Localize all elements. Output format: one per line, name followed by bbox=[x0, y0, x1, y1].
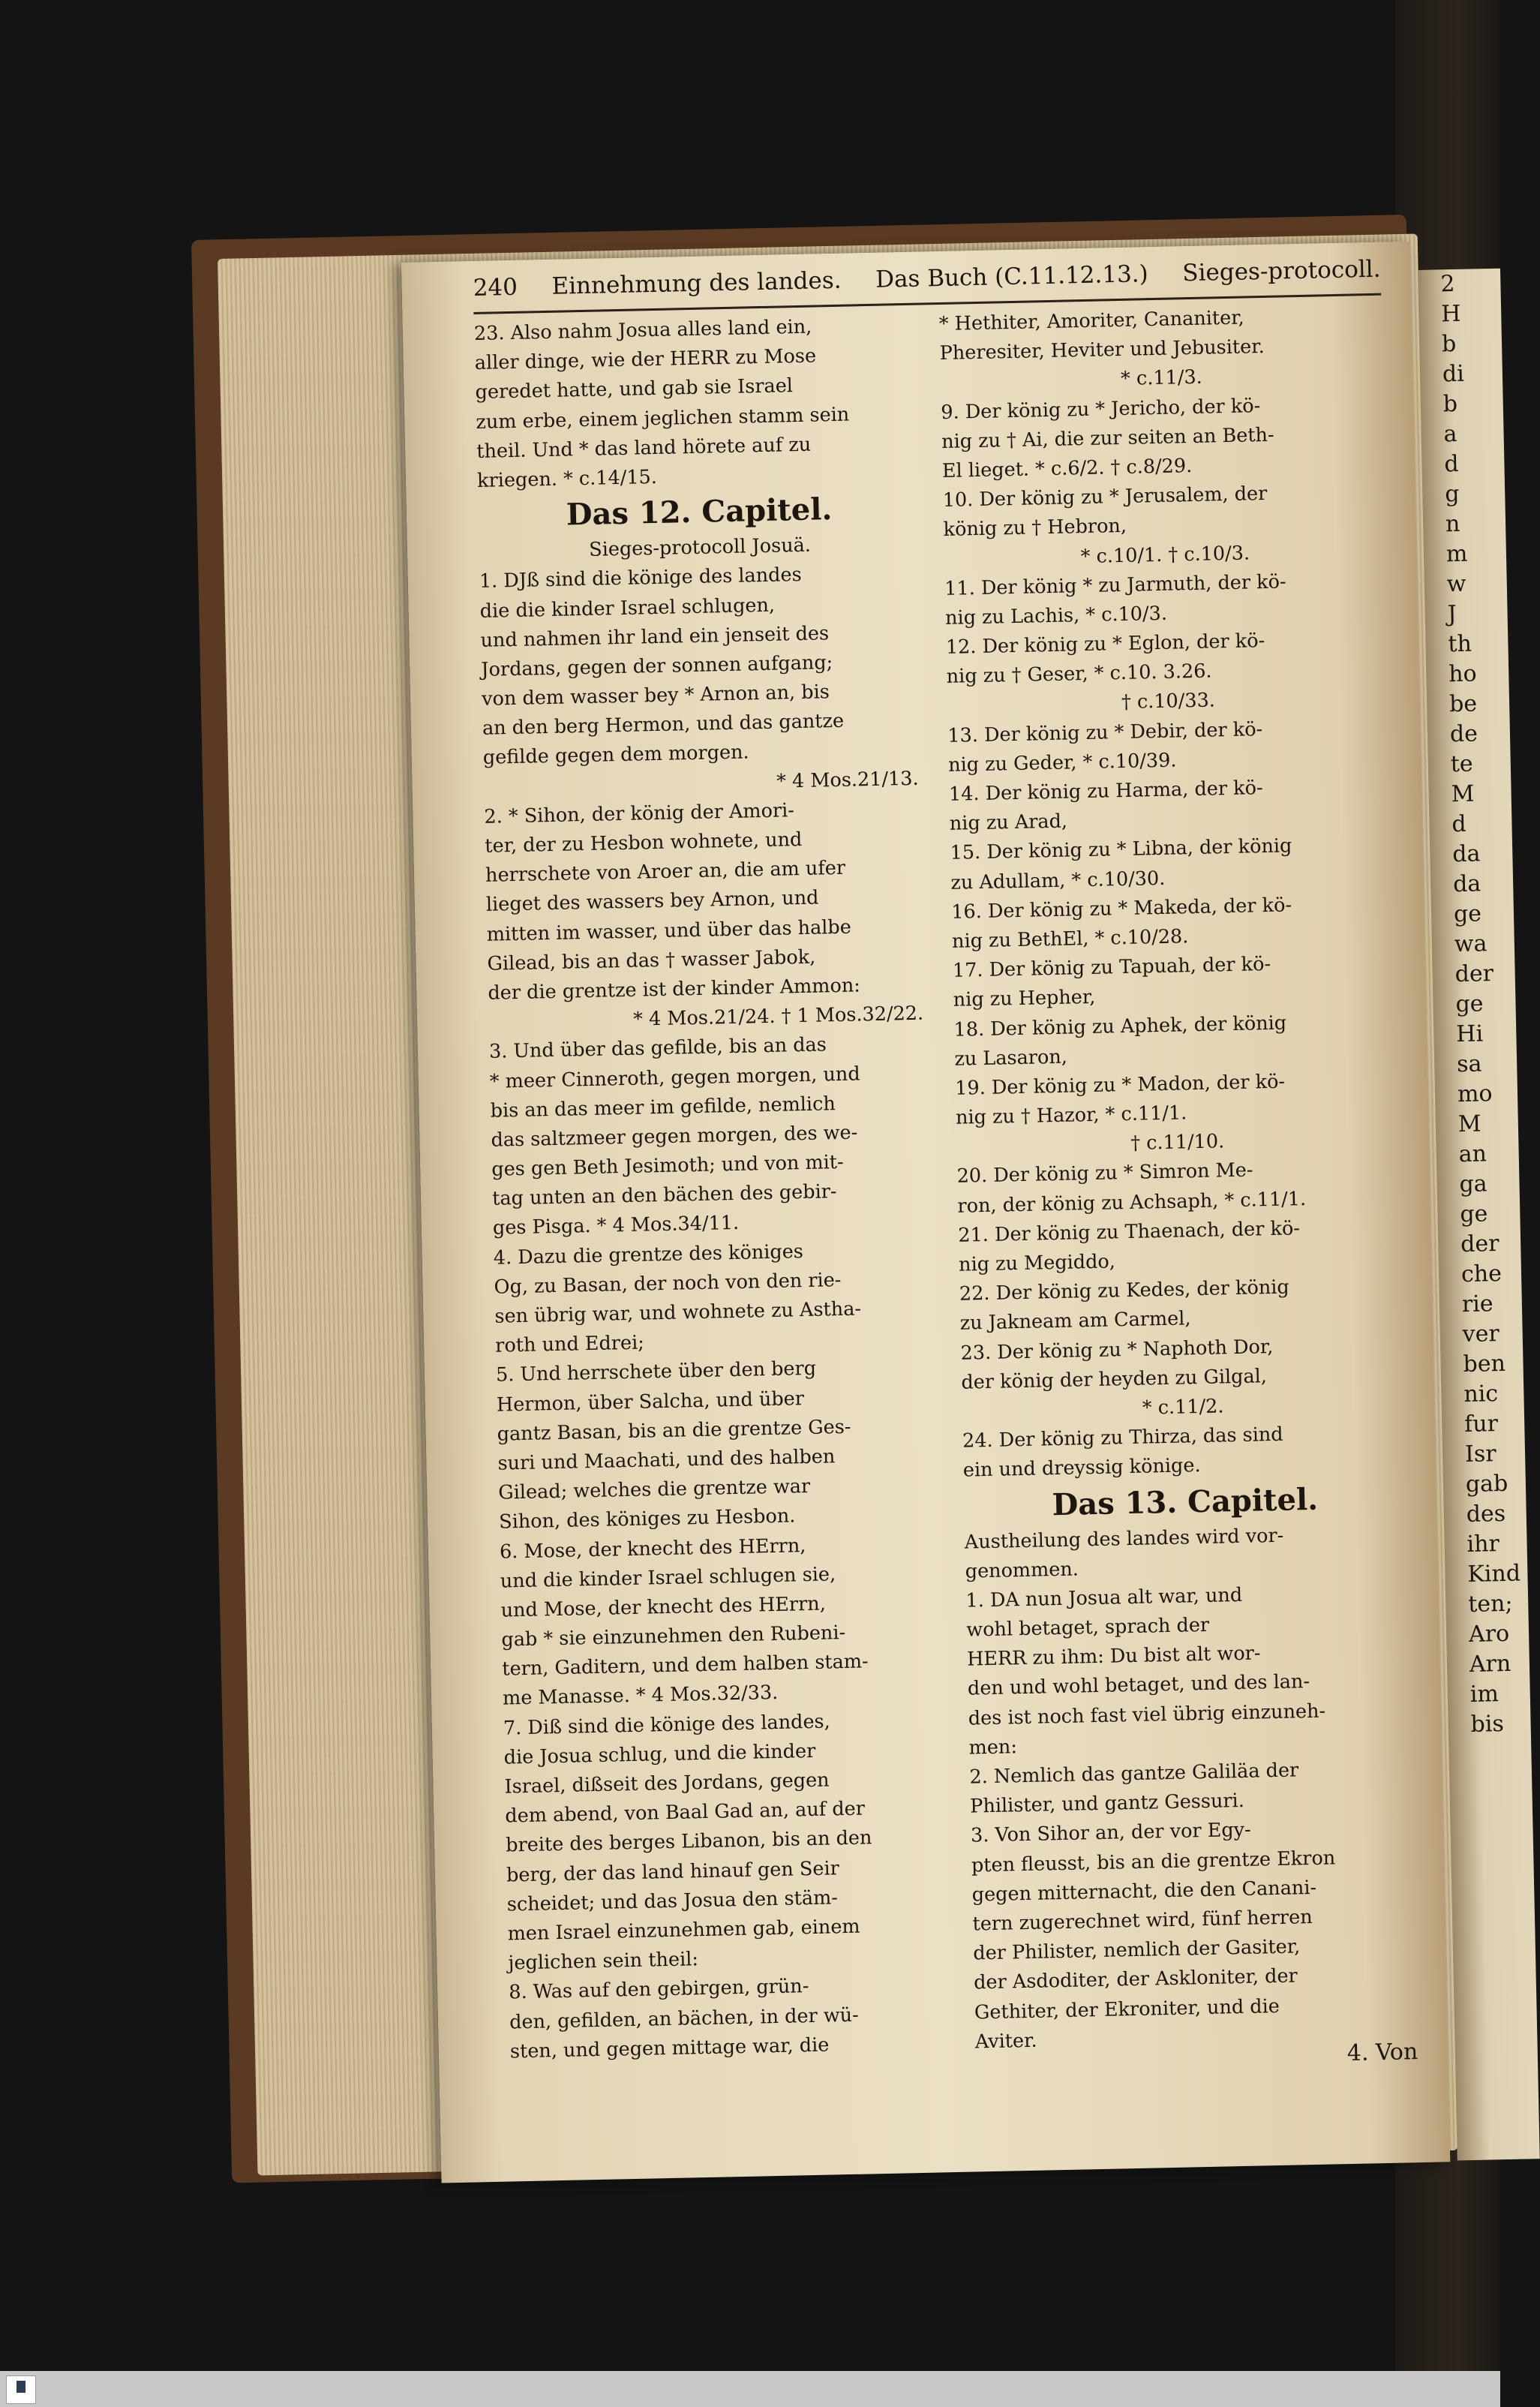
facing-page-fragment: M bbox=[1457, 1110, 1481, 1138]
catchword: 4. Von bbox=[1346, 2039, 1418, 2067]
facing-page-fragment: Aro bbox=[1468, 1620, 1510, 1648]
text-line: den und wohl betaget, und des lan- bbox=[967, 1670, 1310, 1701]
facing-page-fragment: n bbox=[1445, 510, 1460, 538]
text-line: 6. Mose, der knecht des HErrn, bbox=[499, 1534, 806, 1564]
facing-page-fragment: M bbox=[1451, 780, 1475, 808]
text-line: * meer Cinneroth, gegen morgen, und bbox=[489, 1062, 860, 1093]
library-logo-icon[interactable] bbox=[6, 2375, 36, 2404]
text-line: * Hethiter, Amoriter, Cananiter, bbox=[938, 306, 1245, 336]
viewer-footer-bar bbox=[0, 2371, 1500, 2407]
text-line: den, gefilden, an bächen, in der wü- bbox=[509, 2003, 859, 2033]
facing-page-fragment: 2 bbox=[1440, 270, 1455, 298]
facing-page-fragment: ben bbox=[1463, 1350, 1506, 1378]
facing-page-fragment: da bbox=[1451, 840, 1481, 868]
facing-page-fragment: te bbox=[1450, 750, 1473, 778]
text-line: 12. Der könig zu * Eglon, der kö- bbox=[945, 630, 1265, 659]
facing-page-fragment: b bbox=[1441, 330, 1457, 358]
facing-page-fragment: an bbox=[1458, 1140, 1487, 1168]
facing-page-fragment: che bbox=[1460, 1260, 1502, 1288]
facing-page-fragment: der bbox=[1454, 960, 1494, 988]
text-line: ter, der zu Hesbon wohnete, und bbox=[485, 828, 803, 858]
text-line: Gilead, bis an das † wasser Jabok, bbox=[487, 945, 816, 975]
facing-page-fragment: th bbox=[1448, 630, 1472, 658]
facing-page-fragment: g bbox=[1444, 480, 1460, 508]
text-line: HERR zu ihm: Du bist alt wor- bbox=[966, 1642, 1261, 1671]
text-line: lieget des wassers bey Arnon, und bbox=[485, 886, 819, 917]
header-left-title: Einnehmung des landes. bbox=[551, 266, 842, 300]
text-line: Jordans, gegen der sonnen aufgang; bbox=[481, 651, 833, 681]
text-line: nig zu Arad, bbox=[949, 810, 1068, 836]
text-line: der die grentze ist der kinder Ammon: bbox=[488, 974, 861, 1005]
text-line: berg, der das land hinauf gen Seir bbox=[506, 1856, 840, 1887]
page-number: 240 bbox=[473, 273, 518, 302]
text-line: dem abend, von Baal Gad an, auf der bbox=[505, 1797, 866, 1828]
facing-page-fragment: ihr bbox=[1466, 1531, 1500, 1558]
text-line: mitten im wasser, und über das halbe bbox=[486, 915, 852, 946]
text-line: gegen mitternacht, die den Canani- bbox=[971, 1876, 1317, 1907]
facing-page-fragment: ho bbox=[1448, 660, 1478, 688]
text-line: und Mose, der knecht des HErrn, bbox=[500, 1592, 827, 1622]
text-line: Sieges-protocoll Josuä. bbox=[588, 533, 812, 561]
text-line: Pheresiter, Heviter und Jebusiter. bbox=[939, 335, 1265, 365]
text-line: 24. Der könig zu Thirza, das sind bbox=[962, 1423, 1283, 1453]
text-line: suri und Maachati, und des halben bbox=[497, 1445, 836, 1475]
text-line: tag unten an den bächen des gebir- bbox=[491, 1180, 837, 1210]
facing-page-fragment: di bbox=[1442, 360, 1465, 388]
text-line: 5. Und herrschete über den berg bbox=[495, 1357, 817, 1387]
text-line: ein und dreyssig könige. bbox=[962, 1454, 1201, 1482]
facing-page-fragment: ge bbox=[1455, 990, 1484, 1018]
text-line: 3. Von Sihor an, der vor Egy- bbox=[970, 1819, 1251, 1847]
text-line: genommen. bbox=[965, 1558, 1079, 1583]
text-line: Gilead; welches die grentze war bbox=[498, 1475, 811, 1504]
text-line: 2. Nemlich das gantze Galiläa der bbox=[969, 1759, 1299, 1789]
text-line: des ist noch fast viel übrig einzuneh- bbox=[968, 1699, 1326, 1730]
text-line: ron, der könig zu Achsaph, * c.11/1. bbox=[957, 1187, 1307, 1218]
text-line: 11. Der könig * zu Jarmuth, der kö- bbox=[944, 570, 1286, 600]
text-line: geredet hatte, und gab sie Israel bbox=[475, 374, 794, 404]
text-line: 19. Der könig zu * Madon, der kö- bbox=[954, 1070, 1286, 1100]
facing-page-fragment: sa bbox=[1456, 1050, 1482, 1078]
text-line: 23. Der könig zu * Naphoth Dor, bbox=[960, 1335, 1274, 1365]
text-line: Austheilung des landes wird vor- bbox=[964, 1524, 1284, 1554]
text-line: an den berg Hermon, und das gantze bbox=[482, 710, 845, 741]
text-line: nig zu Megiddo, bbox=[958, 1250, 1116, 1276]
text-line: me Manasse. * 4 Mos.32/33. bbox=[502, 1681, 779, 1711]
facing-page-fragment: nic bbox=[1463, 1381, 1499, 1408]
facing-page-fragment: J bbox=[1447, 601, 1457, 628]
cross-reference: * 4 Mos.21/24. † 1 Mos.32/22. bbox=[632, 1002, 924, 1031]
text-line: 1. DJß sind die könige des landes bbox=[479, 563, 802, 593]
facing-page-fragment: ver bbox=[1462, 1321, 1500, 1348]
text-line: sen übrig war, und wohnete zu Astha- bbox=[494, 1297, 862, 1328]
book-page bbox=[401, 242, 1450, 2183]
text-line: 20. Der könig zu * Simron Me- bbox=[956, 1158, 1253, 1188]
text-line: Israel, dißseit des Jordans, gegen bbox=[504, 1768, 830, 1798]
facing-page-fragment: Arn bbox=[1469, 1650, 1511, 1678]
text-line: Hermon, über Salcha, und über bbox=[496, 1387, 805, 1417]
text-line: men Israel einzunehmen gab, einem bbox=[507, 1915, 860, 1946]
header-book: Das Buch (C.11.12.13.) bbox=[875, 260, 1149, 293]
facing-page-fragment: ten; bbox=[1467, 1590, 1513, 1618]
text-line: El lieget. * c.6/2. † c.8/29. bbox=[941, 454, 1193, 482]
text-line: der könig der heyden zu Gilgal, bbox=[961, 1364, 1268, 1394]
text-line: 4. Dazu die grentze des königes bbox=[493, 1240, 804, 1270]
text-line: zu Adullam, * c.10/30. bbox=[950, 867, 1166, 894]
text-line: 3. Und über das gefilde, bis an das bbox=[488, 1033, 827, 1064]
facing-page-fragment: wa bbox=[1454, 930, 1487, 958]
facing-page-fragment: gab bbox=[1465, 1470, 1508, 1498]
text-line: 23. Also nahm Josua alles land ein, bbox=[473, 315, 812, 345]
text-line: gantz Basan, bis an die grentze Ges- bbox=[497, 1415, 851, 1446]
text-line: ges gen Beth Jesimoth; und von mit- bbox=[491, 1150, 844, 1181]
text-line: pten fleusst, bis an die grentze Ekron bbox=[971, 1846, 1336, 1877]
text-line: zu Jakneam am Carmel, bbox=[959, 1307, 1191, 1336]
text-line: Aviter. bbox=[974, 2029, 1037, 2054]
text-line: * c.11/2. bbox=[1142, 1395, 1224, 1420]
text-line: 16. Der könig zu * Makeda, der kö- bbox=[950, 894, 1292, 924]
facing-page-fragment: ge bbox=[1453, 900, 1482, 928]
text-line: nig zu BethEl, * c.10/28. bbox=[951, 925, 1189, 953]
text-line: könig zu † Hebron, bbox=[943, 515, 1127, 542]
facing-page-fragment: a bbox=[1443, 420, 1457, 448]
chapter-heading: Das 13. Capitel. bbox=[1052, 1481, 1319, 1522]
facing-page-fragment: b bbox=[1442, 390, 1458, 418]
facing-page-fragment: ga bbox=[1459, 1170, 1487, 1198]
text-line: von dem wasser bey * Arnon an, bis bbox=[481, 681, 830, 711]
facing-page-fragment: d bbox=[1444, 450, 1460, 478]
text-line: 1. DA nun Josua alt war, und bbox=[965, 1583, 1243, 1612]
facing-page-fragment: ge bbox=[1460, 1200, 1488, 1228]
text-line: nig zu † Geser, * c.10. 3.26. bbox=[946, 660, 1212, 689]
text-line: nig zu † Ai, die zur seiten an Beth- bbox=[941, 423, 1274, 453]
facing-page-fragment: im bbox=[1469, 1681, 1499, 1708]
text-line: scheidet; und das Josua den stäm- bbox=[506, 1886, 839, 1916]
text-line: ges Pisga. * 4 Mos.34/11. bbox=[492, 1212, 740, 1240]
text-line: jeglichen sein theil: bbox=[508, 1948, 699, 1975]
text-line: kriegen. * c.14/15. bbox=[476, 465, 658, 492]
text-line: gab * sie einzunehmen den Rubeni- bbox=[501, 1621, 846, 1651]
text-line: 2. * Sihon, der könig der Amori- bbox=[484, 799, 795, 828]
text-column-right bbox=[938, 301, 1418, 2073]
text-line: zum erbe, einem jeglichen stamm sein bbox=[476, 403, 850, 434]
text-line: herrschete von Aroer an, die am ufer bbox=[485, 856, 846, 888]
text-line: Philister, und gantz Gessuri. bbox=[969, 1789, 1245, 1818]
facing-page-fragment: H bbox=[1440, 300, 1461, 328]
text-line: * c.11/3. bbox=[1120, 366, 1203, 391]
text-line: 9. Der könig zu * Jericho, der kö- bbox=[941, 394, 1261, 424]
facing-page-fragment: fur bbox=[1463, 1411, 1499, 1438]
text-line: 7. Diß sind die könige des landes, bbox=[503, 1710, 830, 1740]
text-line: der Philister, nemlich der Gasiter, bbox=[973, 1935, 1301, 1965]
text-line: bis an das meer im gefilde, nemlich bbox=[490, 1092, 836, 1122]
text-line: zu Lasaron, bbox=[954, 1045, 1068, 1071]
text-line: Og, zu Basan, der noch von den rie- bbox=[494, 1268, 842, 1299]
facing-page-fragment: de bbox=[1449, 720, 1478, 748]
facing-page-fragment: rie bbox=[1461, 1291, 1493, 1318]
text-line: † c.10/33. bbox=[1121, 689, 1216, 714]
text-line: tern zugerechnet wird, fünf herren bbox=[972, 1905, 1313, 1936]
text-line: * c.10/1. † c.10/3. bbox=[1080, 541, 1250, 568]
text-line: wohl betaget, sprach der bbox=[966, 1613, 1210, 1642]
text-line: sten, und gegen mittage war, die bbox=[509, 2033, 830, 2063]
text-line: und die kinder Israel schlugen sie, bbox=[500, 1562, 836, 1593]
text-line: Sihon, des königes zu Hesbon. bbox=[498, 1504, 796, 1534]
text-line: das saltzmeer gegen morgen, des we- bbox=[491, 1121, 858, 1152]
text-line: 21. Der könig zu Thaenach, der kö- bbox=[958, 1217, 1301, 1247]
text-line: † c.11/10. bbox=[1130, 1130, 1225, 1155]
text-line: breite des berges Libanon, bis an den bbox=[505, 1826, 872, 1857]
text-line: die die kinder Israel schlugen, bbox=[479, 593, 776, 623]
text-column-left bbox=[474, 311, 953, 2083]
facing-page-fragment: mo bbox=[1457, 1080, 1493, 1108]
text-line: 22. Der könig zu Kedes, der könig bbox=[959, 1276, 1290, 1306]
text-line: die Josua schlug, und die kinder bbox=[503, 1739, 816, 1769]
facing-page-fragment: w bbox=[1446, 570, 1466, 598]
text-line: aller dinge, wie der HERR zu Mose bbox=[474, 344, 817, 375]
text-line: der Asdoditer, der Askloniter, der bbox=[973, 1964, 1298, 1994]
text-line: roth und Edrei; bbox=[494, 1331, 645, 1357]
text-line: 17. Der könig zu Tapuah, der kö- bbox=[952, 953, 1271, 982]
facing-page-fragment: des bbox=[1466, 1500, 1506, 1528]
text-line: und nahmen ihr land ein jenseit des bbox=[480, 621, 830, 652]
facing-page-fragment: Hi bbox=[1455, 1020, 1484, 1048]
text-line: Gethiter, der Ekroniter, und die bbox=[974, 1994, 1280, 2024]
text-line: 18. Der könig zu Aphek, der könig bbox=[953, 1011, 1287, 1041]
text-line: men: bbox=[968, 1735, 1018, 1759]
chapter-heading: Das 12. Capitel. bbox=[566, 491, 833, 533]
text-line: nig zu Hepher, bbox=[953, 986, 1096, 1012]
cross-reference: * 4 Mos.21/13. bbox=[776, 767, 919, 793]
text-line: tern, Gaditern, und dem halben stam- bbox=[501, 1650, 869, 1681]
facing-page-fragment: be bbox=[1448, 690, 1478, 718]
facing-page-fragment: Isr bbox=[1464, 1441, 1497, 1468]
text-line: gefilde gegen dem morgen. bbox=[482, 741, 749, 770]
facing-page-fragment: der bbox=[1460, 1231, 1499, 1258]
text-line: nig zu Lachis, * c.10/3. bbox=[944, 602, 1168, 630]
text-line: 8. Was auf den gebirgen, grün- bbox=[509, 1975, 809, 2004]
text-line: theil. Und * das land hörete auf zu bbox=[476, 433, 812, 463]
text-line: nig zu † Hazor, * c.11/1. bbox=[955, 1101, 1187, 1129]
text-line: 13. Der könig zu * Debir, der kö- bbox=[947, 717, 1263, 747]
facing-page-fragment: bis bbox=[1470, 1711, 1505, 1738]
header-right-title: Sieges-protocoll. bbox=[1181, 255, 1381, 287]
text-line: nig zu Geder, * c.10/39. bbox=[947, 749, 1177, 777]
facing-page-fragment: m bbox=[1445, 540, 1468, 568]
facing-page-fragment: Kind bbox=[1467, 1560, 1521, 1588]
text-line: 14. Der könig zu Harma, der kö- bbox=[948, 777, 1263, 806]
facing-page-fragment: da bbox=[1452, 870, 1481, 898]
facing-page-fragment: d bbox=[1451, 810, 1467, 838]
text-line: 15. Der könig zu * Libna, der könig bbox=[950, 834, 1292, 865]
text-line: 10. Der könig zu * Jerusalem, der bbox=[942, 482, 1268, 512]
